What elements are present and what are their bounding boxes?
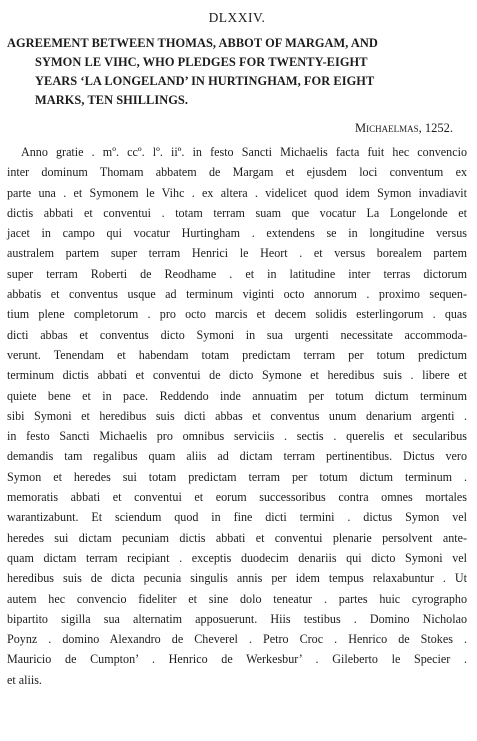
body-line: bipartito sigilla sua alternatim apposuerunt. Hiis testibus . Domino Nicholao bbox=[7, 611, 467, 626]
body-line: terminum dictis abbati et conventui de dicto Symone et heredibus suis . libere et bbox=[7, 368, 467, 383]
body-line: heredibus suis de dicta pecunia singulis annis per idem tempus relaxabuntur . Ut bbox=[7, 571, 467, 586]
document-heading bbox=[7, 34, 467, 110]
body-line: Anno gratie . mº. ccº. lº. iiº. in festo Sancti Michaelis facta fuit hec convencio bbox=[21, 145, 467, 159]
body-line: super terram Roberti de Reodhame . et in latitudine inter terras dictorum bbox=[7, 266, 467, 281]
body-line: sibi Symoni et heredibus suis dicti abbas et conventus unum denarium argenti . bbox=[7, 408, 467, 423]
heading-line: SYMON LE VIHC, WHO PLEDGES FOR TWENTY-EIGHT bbox=[35, 55, 368, 69]
heading-line: MARKS, TEN SHILLINGS. bbox=[35, 93, 188, 107]
body-line: warantizabunt. Et sciendum quod in fine dicti termini . dictus Symon vel bbox=[7, 510, 467, 525]
body-line: inter dominum Thomam abbatem de Margam et ejusdem loci conventum ex bbox=[7, 165, 467, 180]
document-number: DLXXIV. bbox=[208, 10, 266, 25]
body-line: heredes sui dictam pecuniam dictis abbati et conventui plenarie persolvent ante- bbox=[7, 530, 467, 545]
body-line: abbatis et conventus usque ad terminum viginti octo annorum . proximo sequen- bbox=[7, 287, 467, 302]
heading-line: AGREEMENT BETWEEN THOMAS, ABBOT OF MARGAM, AND bbox=[7, 36, 378, 50]
body-line: australem partem super terram Henrici le Heort . et versus borealem partem bbox=[7, 246, 467, 261]
body-line: parte una . et Symonem le Vihc . ex altera . videlicet quod idem Symon invadiavit bbox=[7, 185, 467, 200]
body-line: autem hec convencio fideliter et sine dolo teneatur . partes huic cyrographo bbox=[7, 591, 467, 606]
body-line: tium plene completorum . pro octo marcis et decem solidis esterlingorum . quas bbox=[7, 307, 467, 322]
heading-line: YEARS ‘LA LONGELAND’ IN HURTINGHAM, FOR EIGHT bbox=[35, 74, 375, 88]
body-line: quam dictam terram recipiant . exceptis duodecim denariis qui dicto Symoni vel bbox=[7, 550, 467, 565]
body-line: Symon et heredes sui totam predictam terram per totum dictum terminum . bbox=[7, 469, 467, 484]
body-line: et aliis. bbox=[7, 672, 42, 687]
body-line: demandis tam regalibus quam aliis ad dictam terram pertinentibus. Dictus vero bbox=[7, 449, 467, 464]
body-line: verunt. Tenendam et habendam totam predictam terram per totum predictum bbox=[7, 347, 467, 362]
body-line: quiete bene et in pace. Reddendo inde annuatim per totum dictum terminum bbox=[7, 388, 467, 403]
body-line: jacet in campo qui vocatur Hurtingham . extendens se in longitudine versus bbox=[7, 226, 467, 241]
body-line: in festo Sancti Michaelis pro omnibus serviciis . sectis . querelis et secularibus bbox=[7, 429, 467, 444]
body-line: Mauricio de Cumpton’ . Henrico de Werkesbur’ . Gileberto le Specier . bbox=[7, 652, 467, 667]
body-line: memoratis abbati et conventui et eorum successoribus contra omnes mortales bbox=[7, 490, 467, 505]
document-body bbox=[7, 142, 467, 690]
document-date: Michaelmas, 1252. bbox=[355, 121, 453, 135]
body-line: dictis abbati et conventui . totam terram suam que vocatur La Longelonde et bbox=[7, 205, 467, 220]
body-line: Poynz . domino Alexandro de Cheverel . Petro Croc . Henrico de Stokes . bbox=[7, 632, 467, 647]
body-line: dicti abbas et conventus dicto Symoni in sua urgenti necessitate accommoda- bbox=[7, 327, 467, 342]
